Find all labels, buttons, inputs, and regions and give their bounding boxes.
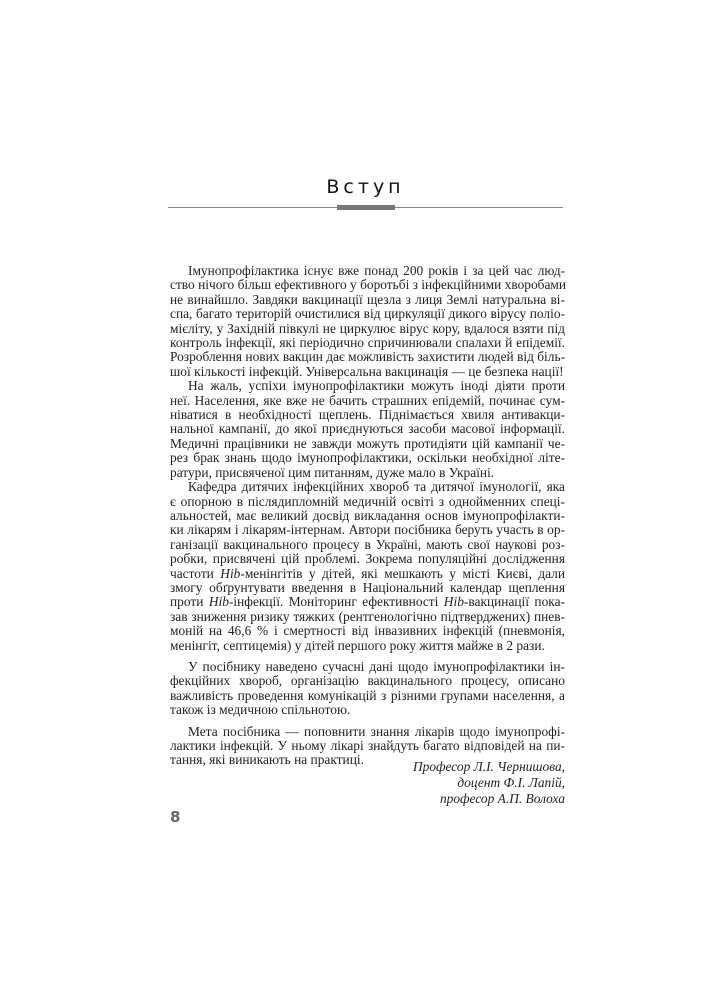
- signatures: [413, 759, 565, 807]
- chapter-title: Вступ: [326, 176, 405, 198]
- text-line: є опорною в післядипломній медичній освіті з однойменних спеці-: [170, 493, 565, 509]
- text-line: ганізації вакцинального процесу в Україні, мають свої наукові роз-: [170, 536, 565, 552]
- text-line: У посібнику наведено сучасні дані щодо імунопрофілактики ін-: [188, 658, 565, 674]
- text-line: робки, присвячені цій проблемі. Зокрема популяційні дослідження: [170, 551, 565, 567]
- signature-line: Професор Л.І. Чернишова,: [412, 759, 565, 774]
- text-line: рез брак знань щодо імунопрофілактики, оскільки необхідної літе-: [170, 450, 565, 466]
- text-line: фекційних хвороб, організацію вакцинального процесу, описано: [170, 673, 565, 689]
- text-line: нальної кампанії, до якої приєднуються засоби масової інформації.: [170, 421, 565, 437]
- text-line: неї. Населення, яке вже не бачить страшних епідемій, починає сум-: [170, 392, 565, 408]
- text-line: ніватися в необхідності щеплень. Піднімається хвиля антивакци-: [170, 407, 565, 423]
- text-line: контроль інфекції, які періодично спричинювали спалахи й епідемії.: [170, 335, 565, 351]
- text-line: шої кількості інфекцій. Універсальна вакцинація — це безпека нації!: [170, 363, 564, 379]
- text-line: ки лікарям і лікарям-інтернам. Автори посібника беруть участь в ор-: [170, 522, 565, 538]
- text-line: альностей, має великий досвід викладання основ імунопрофілакти-: [170, 507, 565, 523]
- text-line: зав зниження ризику тяжких (рентгенологічно підтверджених) пнев-: [170, 608, 565, 624]
- title-divider-accent: [337, 205, 395, 210]
- paragraph: [170, 379, 565, 480]
- paragraph: [170, 264, 565, 379]
- paragraph: [170, 480, 565, 653]
- text-line: На жаль, успіхи імунопрофілактики можуть іноді діяти проти: [188, 378, 565, 394]
- text-line: Мета посібника — поповнити знання лікарів щодо імунопрофі-: [188, 723, 565, 739]
- text-line: тання, які виникають на практиці.: [170, 752, 364, 768]
- text-line: проти Hib-інфекції. Моніторинг ефективності Hib-вакцинації пока-: [170, 594, 565, 610]
- text-line: Імунопрофілактика існує вже понад 200 років і за цей час люд-: [188, 263, 565, 278]
- text-line: моній на 46,6 % і смертності від інвазивних інфекцій (пневмонія,: [170, 623, 565, 639]
- text-line: не винайшло. Завдяки вакцинації щезла з лиця Землі натуральна ві-: [170, 291, 565, 307]
- text-line: ство нічого більш ефективного у боротьбі з інфекційними хворобами: [170, 277, 567, 293]
- text-line: частоти Hib-менінгітів у дітей, які мешкають у місті Києві, дали: [170, 565, 565, 581]
- text-line: лактики інфекцій. У ньому лікарі знайдуть багато відповідей на пи-: [170, 738, 565, 753]
- text-line: Розроблення нових вакцин дає можливість захистити людей від біль-: [170, 349, 566, 365]
- text-line: Кафедра дитячих інфекційних хвороб та дитячої імунології, яка: [188, 479, 565, 495]
- body-text: [170, 264, 565, 768]
- text-line: ратури, присвяченої цим питанням, дуже мало в Україні.: [170, 464, 495, 480]
- text-line: змогу обґрунтувати введення в Національний календар щеплення: [170, 579, 565, 595]
- page-number: 8: [170, 808, 181, 826]
- text-line: також із медичною спільнотою.: [170, 702, 351, 718]
- text-line: спа, багато територій очистилися від циркуляції дикого вірусу поліо-: [170, 306, 565, 322]
- text-line: менінгіт, септицемія) у дітей першого року життя майже в 2 рази.: [170, 637, 545, 653]
- signature-line: професор А.П. Волоха: [439, 791, 565, 806]
- text-line: Медичні працівники не завжди можуть протидіяти цій кампанії че-: [170, 435, 565, 451]
- paragraph: [170, 660, 565, 718]
- signature-line: доцент Ф.І. Лапій,: [457, 775, 565, 790]
- text-line: мієліту, у Західній півкулі не циркулює вірус кору, вдалося взяти під: [170, 320, 565, 336]
- text-line: важливість проведення комунікацій з різними групами населення, а: [170, 687, 565, 703]
